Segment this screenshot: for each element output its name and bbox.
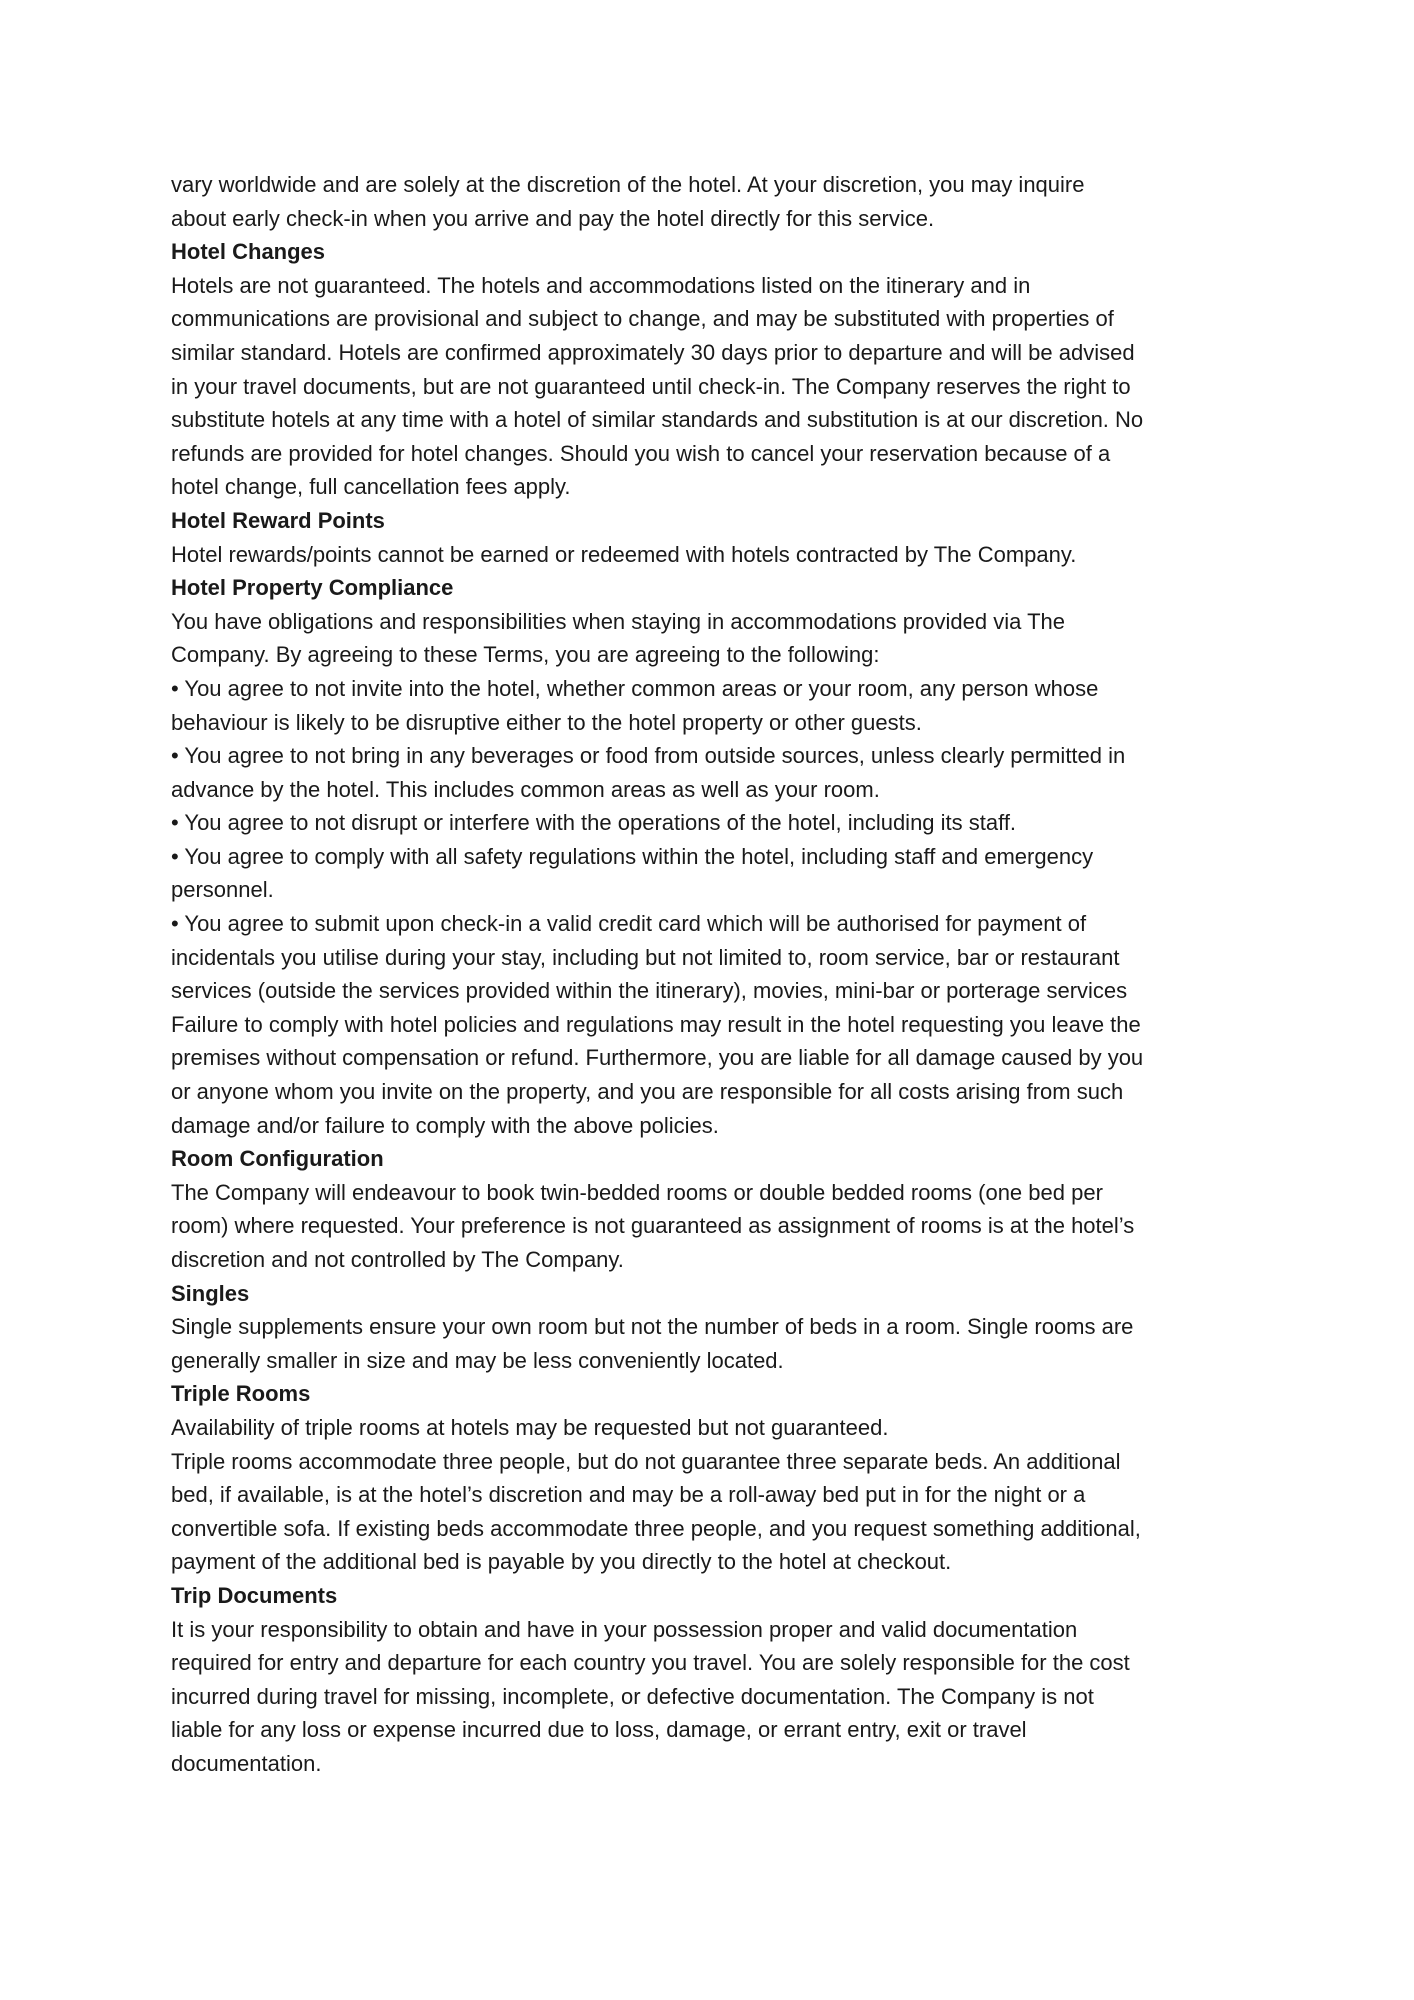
heading-text: Singles — [171, 1280, 250, 1306]
text-line: generally smaller in size and may be less conveniently located. — [171, 1347, 784, 1373]
paragraph — [171, 1176, 1281, 1277]
text-line: Hotels are not guaranteed. The hotels and accommodations listed on the itinerary and in — [171, 272, 1031, 298]
paragraph — [171, 672, 1281, 739]
paragraph — [171, 1613, 1281, 1781]
paragraph — [171, 739, 1281, 806]
text-line: Triple rooms accommodate three people, but do not guarantee three separate beds. An additional — [171, 1448, 1121, 1474]
text-line: Single supplements ensure your own room but not the number of beds in a room. Single rooms are — [171, 1314, 1134, 1340]
paragraph — [171, 538, 1281, 572]
text-line: or anyone whom you invite on the property, and you are responsible for all costs arising from such — [171, 1079, 1124, 1105]
paragraph — [171, 605, 1281, 672]
text-line: It is your responsibility to obtain and have in your possession proper and valid documentation — [171, 1616, 1078, 1642]
text-line: required for entry and departure for each country you travel. You are solely responsible for the cost — [171, 1650, 1130, 1676]
text-line: services (outside the services provided within the itinerary), movies, mini-bar or porterage services — [171, 978, 1128, 1004]
text-line: • You agree to submit upon check-in a valid credit card which will be authorised for payment of — [171, 911, 1087, 937]
text-line: similar standard. Hotels are confirmed approximately 30 days prior to departure and will be advised — [171, 339, 1135, 365]
section-heading — [171, 1579, 1281, 1613]
text-line: Failure to comply with hotel policies and regulations may result in the hotel requesting you leave the — [171, 1011, 1141, 1037]
text-line: personnel. — [171, 877, 274, 903]
text-line: bed, if available, is at the hotel’s discretion and may be a roll-away bed put in for the night or a — [171, 1482, 1086, 1508]
text-line: • You agree to not bring in any beverages or food from outside sources, unless clearly permitted in — [171, 743, 1126, 769]
text-line: Hotel rewards/points cannot be earned or redeemed with hotels contracted by The Company. — [171, 541, 1077, 567]
text-line: documentation. — [171, 1750, 322, 1776]
paragraph — [171, 1411, 1281, 1445]
paragraph — [171, 1310, 1281, 1377]
text-line: incidentals you utilise during your stay, including but not limited to, room service, bar or restaurant — [171, 944, 1120, 970]
document-body — [171, 168, 1281, 1781]
text-line: in your travel documents, but are not guaranteed until check-in. The Company reserves the right to — [171, 373, 1131, 399]
text-line: convertible sofa. If existing beds accommodate three people, and you request something additional, — [171, 1515, 1141, 1541]
text-line: • You agree to comply with all safety regulations within the hotel, including staff and emergency — [171, 843, 1094, 869]
text-line: payment of the additional bed is payable by you directly to the hotel at checkout. — [171, 1549, 952, 1575]
text-line: Availability of triple rooms at hotels may be requested but not guaranteed. — [171, 1414, 889, 1440]
paragraph — [171, 840, 1281, 907]
section-heading — [171, 1142, 1281, 1176]
text-line: • You agree to not invite into the hotel, whether common areas or your room, any person whose — [171, 675, 1099, 701]
paragraph — [171, 1445, 1281, 1579]
text-line: vary worldwide and are solely at the discretion of the hotel. At your discretion, you may inquire — [171, 172, 1085, 197]
text-line: communications are provisional and subject to change, and may be substituted with properties of — [171, 306, 1114, 332]
section-heading — [171, 504, 1281, 538]
section-heading — [171, 1377, 1281, 1411]
section-heading — [171, 235, 1281, 269]
heading-text: Hotel Reward Points — [171, 507, 385, 533]
text-line: about early check-in when you arrive and pay the hotel directly for this service. — [171, 205, 935, 231]
text-line: • You agree to not disrupt or interfere with the operations of the hotel, including its staff. — [171, 810, 1017, 836]
text-line: You have obligations and responsibilities when staying in accommodations provided via The — [171, 608, 1065, 634]
heading-text: Hotel Property Compliance — [171, 575, 454, 601]
text-line: incurred during travel for missing, incomplete, or defective documentation. The Company is not — [171, 1683, 1094, 1709]
paragraph — [171, 806, 1281, 840]
section-heading — [171, 1277, 1281, 1311]
text-line: Company. By agreeing to these Terms, you are agreeing to the following: — [171, 642, 880, 668]
text-line: liable for any loss or expense incurred due to loss, damage, or errant entry, exit or travel — [171, 1717, 1027, 1743]
section-heading — [171, 571, 1281, 605]
text-line: discretion and not controlled by The Company. — [171, 1247, 624, 1272]
text-line: damage and/or failure to comply with the above policies. — [171, 1112, 719, 1138]
text-line: premises without compensation or refund. Furthermore, you are liable for all damage caused by you — [171, 1045, 1144, 1071]
heading-text: Hotel Changes — [171, 239, 326, 265]
text-line: behaviour is likely to be disruptive either to the hotel property or other guests. — [171, 709, 922, 735]
heading-text: Trip Documents — [171, 1582, 338, 1608]
text-line: The Company will endeavour to book twin-bedded rooms or double bedded rooms (one bed per — [171, 1179, 1103, 1205]
heading-text: Triple Rooms — [171, 1381, 311, 1407]
text-line: substitute hotels at any time with a hotel of similar standards and substitution is at our discretion. No — [171, 407, 1144, 433]
text-line: room) where requested. Your preference is not guaranteed as assignment of rooms is at the hotel’s — [171, 1213, 1135, 1239]
paragraph — [171, 907, 1281, 1142]
text-line: advance by the hotel. This includes common areas as well as your room. — [171, 776, 880, 802]
paragraph — [171, 269, 1281, 504]
paragraph — [171, 168, 1281, 235]
heading-text: Room Configuration — [171, 1146, 384, 1172]
text-line: hotel change, full cancellation fees apply. — [171, 474, 571, 500]
text-line: refunds are provided for hotel changes. Should you wish to cancel your reservation because of a — [171, 440, 1111, 466]
